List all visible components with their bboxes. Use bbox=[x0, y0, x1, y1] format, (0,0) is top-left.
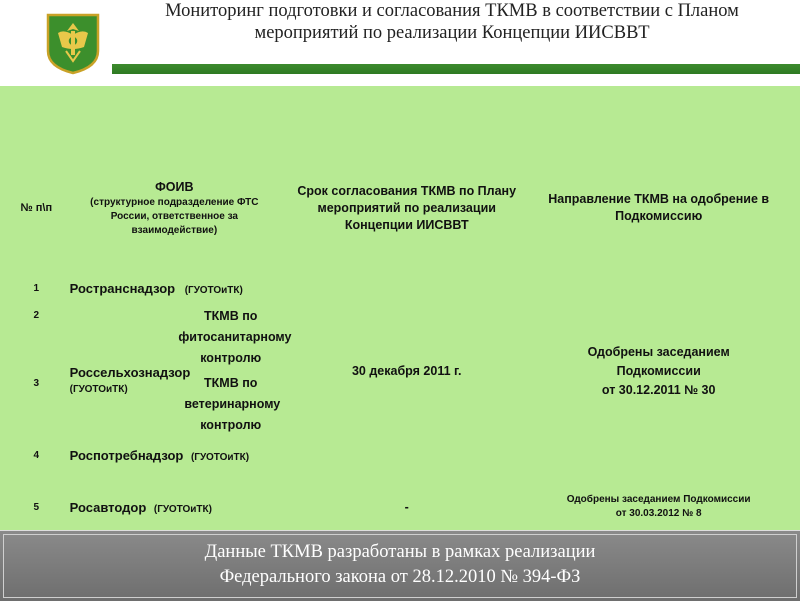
agency-name: Россельхознадзор bbox=[69, 365, 191, 380]
monitoring-table bbox=[11, 144, 791, 542]
approved-text: Одобрены заседанием Подкомиссии bbox=[587, 344, 730, 378]
approved-date: от 30.12.2011 № 30 bbox=[601, 382, 716, 397]
title-line-1: Мониторинг подготовки и согласования ТКМВ в соответствии с Планом bbox=[165, 1, 739, 21]
footer-banner bbox=[0, 530, 800, 601]
row-num: 2 bbox=[33, 310, 40, 321]
customs-emblem-icon bbox=[44, 11, 102, 75]
agency-unit: (ГУОТОиТК) bbox=[184, 284, 243, 296]
page-title bbox=[112, 0, 792, 44]
agency-unit: (ГУОТОиТК) bbox=[153, 503, 212, 515]
header-foiv-note: (структурное подразделение ФТС России, ответственное за взаимодействие) bbox=[90, 197, 259, 236]
table-row bbox=[11, 272, 791, 304]
footer-line-2: Федерального закона от 28.12.2010 № 394-ФЗ bbox=[219, 567, 581, 587]
agency-cell bbox=[62, 272, 287, 304]
row-num: 1 bbox=[33, 282, 40, 294]
footer-line-1: Данные ТКМВ разработаны в рамках реализации bbox=[204, 542, 596, 562]
header-divider-bar bbox=[112, 64, 800, 74]
agency-cell bbox=[62, 438, 287, 472]
agency-cell bbox=[62, 304, 191, 438]
header-num: № п\п bbox=[20, 201, 53, 214]
deadline-cell: - bbox=[404, 500, 409, 514]
header-deadline: Срок согласования ТКМВ по Плану мероприятий по реализации Концепции ИИСВВТ bbox=[297, 183, 517, 232]
agency-unit: (ГУОТОиТК) bbox=[69, 384, 128, 395]
agency-name: Ространснадзор bbox=[69, 280, 176, 296]
agency-name: Росавтодор bbox=[69, 499, 147, 515]
agency-name: Роспотребнадзор bbox=[69, 447, 184, 463]
header-foiv bbox=[62, 144, 287, 272]
direction-cell bbox=[526, 438, 791, 472]
deadline-cell: 30 декабря 2011 г. bbox=[351, 364, 462, 378]
agency-unit: (ГУОТОиТК) bbox=[190, 451, 250, 463]
approved-date: от 30.03.2012 № 8 bbox=[615, 508, 702, 519]
tkmv-vet-cell: ТКМВ по ветеринарному контролю bbox=[184, 375, 281, 432]
table-row bbox=[11, 438, 791, 472]
header-foiv-title: ФОИВ bbox=[155, 180, 194, 194]
deadline-cell bbox=[287, 272, 526, 304]
row-num: 5 bbox=[33, 501, 40, 513]
tkmv-phyto-cell: ТКМВ по фитосанитарному контролю bbox=[178, 308, 292, 365]
direction-cell bbox=[526, 272, 791, 304]
approved-text: Одобрены заседанием Подкомиссии bbox=[566, 494, 751, 505]
header bbox=[0, 0, 800, 86]
table-header-row bbox=[11, 144, 791, 272]
direction-cell bbox=[526, 304, 791, 438]
deadline-cell bbox=[287, 438, 526, 472]
row-num: 3 bbox=[33, 378, 40, 389]
header-direction: Направление ТКМВ на одобрение в Подкомиссию bbox=[548, 192, 770, 223]
row-num: 4 bbox=[33, 449, 40, 461]
table-row bbox=[11, 304, 791, 370]
title-line-2: мероприятий по реализации Концепции ИИСВВТ bbox=[254, 23, 650, 43]
